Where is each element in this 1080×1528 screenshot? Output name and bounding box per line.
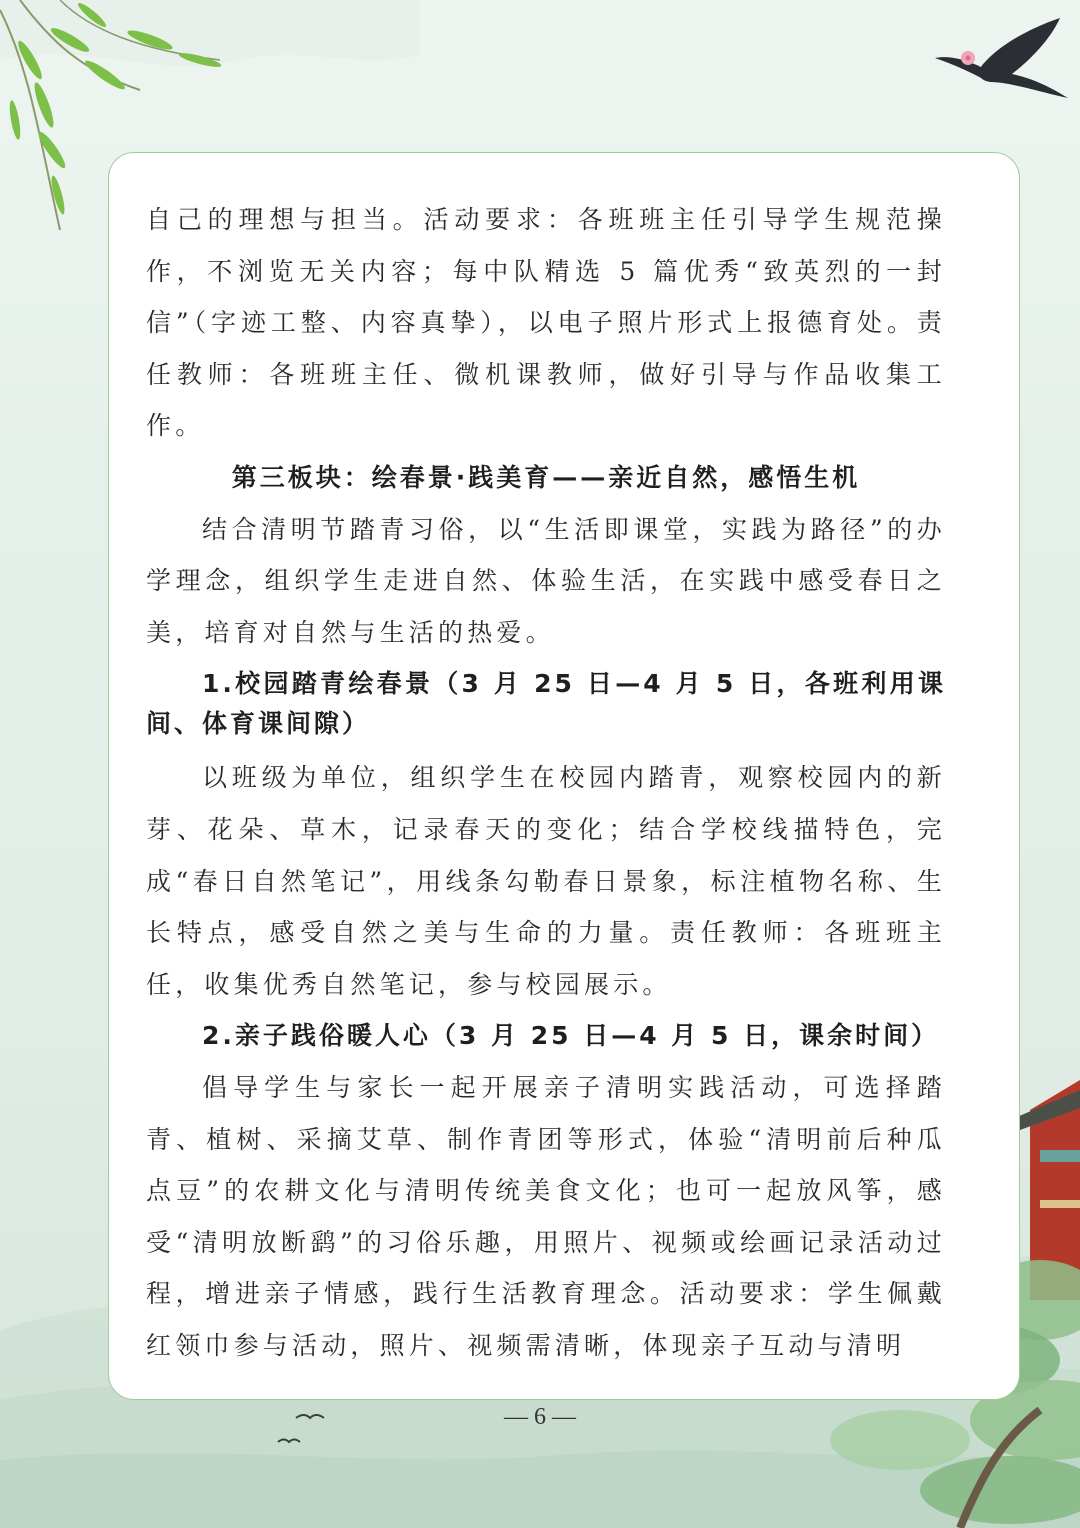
subsection-heading-2: 2.亲子践俗暖人心（3 月 25 日—4 月 5 日，课余时间）	[202, 1021, 940, 1051]
subsection-body-1: 以班级为单位，组织学生在校园内踏青，观察校园内的新芽、花朵、草木，记录春天的变化；结合学校线描特色，完成“春日自然笔记”，用线条勾勒春日景象，标注植物名称、生长特点，感受自然之美与生命的力量。责任教师：各班班主任，收集优秀自然笔记，参与校园展示。	[146, 763, 946, 999]
subsection-heading-1: 1.校园踏青绘春景（3 月 25 日—4 月 5 日，各班利用课间、体育课间隙）	[146, 669, 946, 739]
page-number: — 6 —	[504, 1404, 576, 1430]
flower-icon	[961, 51, 975, 65]
swallow-icon	[935, 18, 1068, 98]
document-body	[146, 194, 946, 1371]
paragraph-continued: 自己的理想与担当。活动要求：各班班主任引导学生规范操作，不浏览无关内容；每中队精选 5 篇优秀“致英烈的一封信”（字迹工整、内容真挚），以电子照片形式上报德育处。责任教师：各班班主任、微机课教师，做好引导与作品收集工作。	[146, 205, 946, 441]
subsection-body-2: 倡导学生与家长一起开展亲子清明实践活动，可选择踏青、植树、采摘艾草、制作青团等形式，体验“清明前后种瓜点豆”的农耕文化与清明传统美食文化；也可一起放风筝，感受“清明放断鹞”的习俗乐趣，用照片、视频或绘画记录活动过程，增进亲子情感，践行生活教育理念。活动要求：学生佩戴红领巾参与活动，照片、视频需清晰，体现亲子互动与清明	[146, 1072, 946, 1360]
section-intro-paragraph: 结合清明节踏青习俗，以“生活即课堂，实践为路径”的办学理念，组织学生走进自然、体验生活，在实践中感受春日之美，培育对自然与生活的热爱。	[146, 514, 946, 647]
section-heading: 第三板块：绘春景·践美育——亲近自然，感悟生机	[231, 462, 861, 492]
